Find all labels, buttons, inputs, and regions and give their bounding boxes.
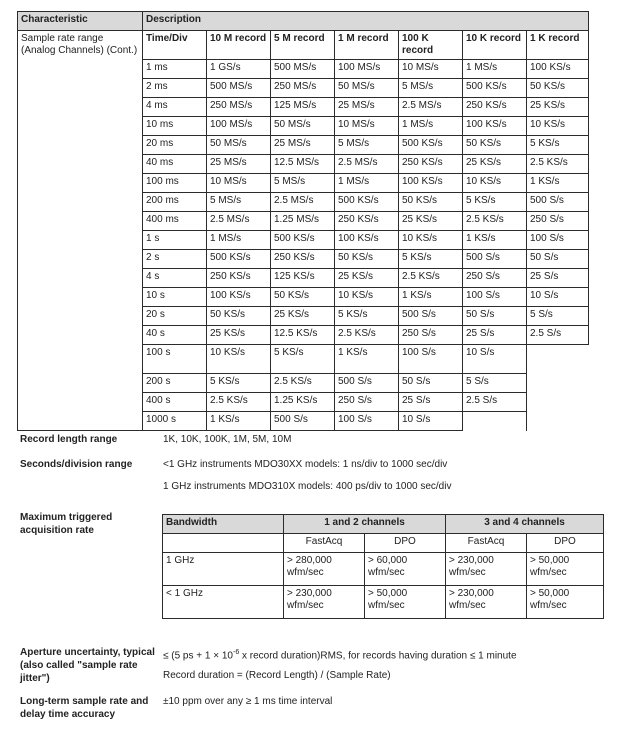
sample-rate-cell: 2.5 KS/s	[527, 155, 589, 174]
time-div-cell: 1000 s	[143, 412, 207, 431]
sample-rate-cell: 2.5 MS/s	[335, 155, 399, 174]
time-div-cell: 200 s	[143, 374, 207, 393]
sample-rate-cell: 500 KS/s	[271, 231, 335, 250]
sample-rate-cell: 125 KS/s	[271, 269, 335, 288]
acq-sub-fastacq: FastAcq	[284, 534, 365, 553]
acq-rate-cell: > 280,000 wfm/sec	[284, 553, 365, 586]
sample-rate-cell: 500 S/s	[271, 412, 335, 431]
sample-rate-cell: 25 S/s	[399, 393, 463, 412]
sample-rate-cell: 10 S/s	[399, 412, 463, 431]
empty-cell	[527, 412, 589, 431]
aperture-label: Aperture uncertainty, typical (also called "sample rate jitter")	[20, 647, 155, 684]
acq-rate-cell: > 230,000 wfm/sec	[284, 586, 365, 619]
sample-rate-cell: 1 KS/s	[399, 288, 463, 307]
sample-rate-cell: 500 MS/s	[207, 79, 271, 98]
sample-rate-cell: 50 KS/s	[399, 193, 463, 212]
time-div-cell: 200 ms	[143, 193, 207, 212]
sample-rate-cell: 100 KS/s	[207, 288, 271, 307]
acq-rate-cell: > 60,000 wfm/sec	[365, 553, 446, 586]
sample-rate-cell: 5 KS/s	[399, 250, 463, 269]
time-div-cell: 2 ms	[143, 79, 207, 98]
sample-rate-cell: 100 MS/s	[207, 117, 271, 136]
sample-rate-cell: 100 KS/s	[399, 174, 463, 193]
sample-rate-cell: 1 MS/s	[207, 231, 271, 250]
sample-rate-cell: 1 MS/s	[463, 60, 527, 79]
sample-rate-cell: 500 S/s	[399, 307, 463, 326]
sample-rate-cell: 10 MS/s	[335, 117, 399, 136]
time-div-cell: 4 ms	[143, 98, 207, 117]
sample-rate-cell: 100 S/s	[527, 231, 589, 250]
sample-rate-cell: 25 KS/s	[527, 98, 589, 117]
header-description: Description	[143, 12, 589, 31]
sample-rate-cell: 2.5 S/s	[527, 326, 589, 345]
sample-rate-cell: 50 MS/s	[335, 79, 399, 98]
sample-rate-cell: 500 S/s	[463, 250, 527, 269]
sample-rate-cell: 25 S/s	[463, 326, 527, 345]
sample-rate-cell: 25 KS/s	[207, 326, 271, 345]
sample-rate-cell: 100 S/s	[399, 345, 463, 374]
sample-rate-cell: 250 MS/s	[271, 79, 335, 98]
time-div-cell: 2 s	[143, 250, 207, 269]
sample-rate-cell: 1 KS/s	[463, 231, 527, 250]
sample-rate-cell: 2.5 KS/s	[463, 212, 527, 231]
empty-cell	[527, 374, 589, 393]
empty-cell	[527, 345, 589, 374]
aperture-value: ≤ (5 ps + $1 \times 10^{-6}$ x record duration)RMS, for records having duration ≤ 1 minute	[163, 649, 517, 662]
acq-header-group-2: 3 and 4 channels	[446, 515, 604, 534]
acq-bandwidth-cell: 1 GHz	[163, 553, 284, 586]
sample-rate-cell: 2.5 KS/s	[271, 374, 335, 393]
sample-rate-cell: 250 S/s	[463, 269, 527, 288]
sample-rate-cell: 5 S/s	[527, 307, 589, 326]
seconds-division-label: Seconds/division range	[20, 459, 133, 470]
time-div-cell: 10 s	[143, 288, 207, 307]
time-div-cell: 20 s	[143, 307, 207, 326]
record-length-value: 1K, 10K, 100K, 1M, 5M, 10M	[163, 434, 292, 445]
sample-rate-cell: 50 S/s	[527, 250, 589, 269]
column-header: Time/Div	[143, 31, 207, 60]
sample-rate-cell: 1 KS/s	[335, 345, 399, 374]
sample-rate-cell: 10 S/s	[463, 345, 527, 374]
sample-rate-cell: 250 MS/s	[207, 98, 271, 117]
sample-rate-cell: 50 KS/s	[335, 250, 399, 269]
sample-rate-cell: 5 KS/s	[271, 345, 335, 374]
time-div-cell: 20 ms	[143, 136, 207, 155]
acq-row	[163, 553, 604, 586]
sample-rate-cell: 25 KS/s	[271, 307, 335, 326]
acq-bandwidth-cell: < 1 GHz	[163, 586, 284, 619]
acq-rate-cell: > 50,000 wfm/sec	[527, 553, 604, 586]
sample-rate-cell: 12.5 KS/s	[271, 326, 335, 345]
sample-rate-cell: 250 KS/s	[335, 212, 399, 231]
column-header: 100 K record	[399, 31, 463, 60]
sample-rate-cell: 500 KS/s	[207, 250, 271, 269]
time-div-cell: 10 ms	[143, 117, 207, 136]
sample-rate-cell: 25 KS/s	[463, 155, 527, 174]
sample-rate-cell: 50 KS/s	[207, 307, 271, 326]
sample-rate-cell: 2.5 KS/s	[335, 326, 399, 345]
acquisition-label: Maximum triggered acquisition rate	[20, 512, 113, 536]
column-header: 5 M record	[271, 31, 335, 60]
sample-rate-cell: 25 KS/s	[399, 212, 463, 231]
sample-rate-cell: 50 KS/s	[271, 288, 335, 307]
sample-rate-cell: 10 KS/s	[463, 174, 527, 193]
sample-rate-cell: 50 MS/s	[207, 136, 271, 155]
sample-rate-cell: 25 MS/s	[271, 136, 335, 155]
acquisition-table	[162, 514, 604, 619]
acq-row	[163, 586, 604, 619]
acq-rate-cell: > 50,000 wfm/sec	[365, 586, 446, 619]
sample-rate-cell: 5 S/s	[463, 374, 527, 393]
sample-rate-cell: 2.5 KS/s	[399, 269, 463, 288]
acq-header-group-1: 1 and 2 channels	[284, 515, 446, 534]
sample-rate-cell: 50 S/s	[399, 374, 463, 393]
column-header: 10 K record	[463, 31, 527, 60]
sample-rate-cell: 100 S/s	[335, 412, 399, 431]
sample-rate-cell: 250 KS/s	[399, 155, 463, 174]
sample-rate-cell: 250 KS/s	[207, 269, 271, 288]
sample-rate-cell: 100 KS/s	[463, 117, 527, 136]
acq-sub-fastacq: FastAcq	[446, 534, 527, 553]
sample-rate-cell: 125 MS/s	[271, 98, 335, 117]
time-div-cell: 100 ms	[143, 174, 207, 193]
sample-rate-cell: 5 MS/s	[207, 193, 271, 212]
sample-rate-cell: 250 S/s	[527, 212, 589, 231]
sample-rate-cell: 500 MS/s	[271, 60, 335, 79]
time-div-cell: 4 s	[143, 269, 207, 288]
sample-rate-table	[17, 11, 589, 431]
column-header: 10 M record	[207, 31, 271, 60]
time-div-cell: 400 ms	[143, 212, 207, 231]
sample-rate-cell: 10 KS/s	[207, 345, 271, 374]
sample-rate-cell: 1 KS/s	[527, 174, 589, 193]
seconds-division-value-2: 1 GHz instruments MDO310X models: 400 ps/div to 1000 sec/div	[163, 481, 452, 492]
sample-rate-cell: 50 MS/s	[271, 117, 335, 136]
time-div-cell: 1 ms	[143, 60, 207, 79]
sample-rate-cell: 25 KS/s	[335, 269, 399, 288]
acq-rate-cell: > 230,000 wfm/sec	[446, 586, 527, 619]
sample-rate-cell: 250 KS/s	[463, 98, 527, 117]
acq-rate-cell: > 50,000 wfm/sec	[527, 586, 604, 619]
time-div-cell: 400 s	[143, 393, 207, 412]
sample-rate-cell: 500 KS/s	[399, 136, 463, 155]
sample-rate-cell: 100 KS/s	[527, 60, 589, 79]
sample-rate-cell: 12.5 MS/s	[271, 155, 335, 174]
characteristic-cell: Sample rate range (Analog Channels) (Cont.)	[18, 31, 143, 431]
header-characteristic: Characteristic	[18, 12, 143, 31]
sample-rate-cell: 500 S/s	[335, 374, 399, 393]
sample-rate-cell: 1 KS/s	[207, 412, 271, 431]
sample-rate-cell: 25 S/s	[527, 269, 589, 288]
sample-rate-cell: 50 KS/s	[527, 79, 589, 98]
column-header: 1 M record	[335, 31, 399, 60]
acq-sub-empty	[163, 534, 284, 553]
sample-rate-cell: 10 KS/s	[527, 117, 589, 136]
sample-rate-cell: 5 MS/s	[271, 174, 335, 193]
aperture-value-2: Record duration = (Record Length) / (Sample Rate)	[163, 670, 391, 681]
sample-rate-cell: 10 S/s	[527, 288, 589, 307]
sample-rate-cell: 10 KS/s	[335, 288, 399, 307]
sample-rate-cell: 2.5 MS/s	[271, 193, 335, 212]
acq-header-bandwidth: Bandwidth	[163, 515, 284, 534]
sample-rate-cell: 25 MS/s	[207, 155, 271, 174]
sample-rate-cell: 5 MS/s	[335, 136, 399, 155]
sample-rate-cell: 500 S/s	[527, 193, 589, 212]
time-div-cell: 1 s	[143, 231, 207, 250]
time-div-cell: 40 s	[143, 326, 207, 345]
sample-rate-cell: 2.5 MS/s	[207, 212, 271, 231]
record-length-label: Record length range	[20, 434, 118, 445]
sample-rate-cell: 5 KS/s	[335, 307, 399, 326]
sample-rate-cell: 100 MS/s	[335, 60, 399, 79]
sample-rate-cell: 250 S/s	[335, 393, 399, 412]
sample-rate-cell: 100 KS/s	[335, 231, 399, 250]
acq-rate-cell: > 230,000 wfm/sec	[446, 553, 527, 586]
sample-rate-cell: 2.5 MS/s	[399, 98, 463, 117]
sample-rate-cell: 1.25 MS/s	[271, 212, 335, 231]
sample-rate-cell: 5 KS/s	[527, 136, 589, 155]
empty-cell	[463, 412, 527, 431]
long-term-value: ±10 ppm over any ≥ 1 ms time interval	[163, 696, 333, 707]
sample-rate-cell: 2.5 S/s	[463, 393, 527, 412]
sample-rate-cell: 10 MS/s	[399, 60, 463, 79]
sample-rate-cell: 10 KS/s	[399, 231, 463, 250]
sample-rate-cell: 25 MS/s	[335, 98, 399, 117]
sample-rate-cell: 1 MS/s	[399, 117, 463, 136]
sample-rate-cell: 500 KS/s	[463, 79, 527, 98]
sample-rate-cell: 50 KS/s	[463, 136, 527, 155]
sample-rate-cell: 10 MS/s	[207, 174, 271, 193]
column-header: 1 K record	[527, 31, 589, 60]
time-div-cell: 40 ms	[143, 155, 207, 174]
sample-rate-cell: 250 S/s	[399, 326, 463, 345]
sample-rate-cell: 5 KS/s	[463, 193, 527, 212]
empty-cell	[527, 393, 589, 412]
sample-rate-cell: 2.5 KS/s	[207, 393, 271, 412]
seconds-division-value-1: <1 GHz instruments MDO30XX models: 1 ns/div to 1000 sec/div	[163, 459, 448, 470]
sample-rate-cell: 1.25 KS/s	[271, 393, 335, 412]
acq-sub-dpo: DPO	[527, 534, 604, 553]
long-term-label: Long-term sample rate and delay time accuracy	[20, 696, 149, 720]
sample-rate-cell: 100 S/s	[463, 288, 527, 307]
sample-rate-cell: 5 MS/s	[399, 79, 463, 98]
sample-rate-cell: 250 KS/s	[271, 250, 335, 269]
acq-sub-dpo: DPO	[365, 534, 446, 553]
sample-rate-cell: 1 MS/s	[335, 174, 399, 193]
time-div-cell: 100 s	[143, 345, 207, 374]
sample-rate-cell: 500 KS/s	[335, 193, 399, 212]
sample-rate-cell: 1 GS/s	[207, 60, 271, 79]
sample-rate-cell: 5 KS/s	[207, 374, 271, 393]
sample-rate-cell: 50 S/s	[463, 307, 527, 326]
